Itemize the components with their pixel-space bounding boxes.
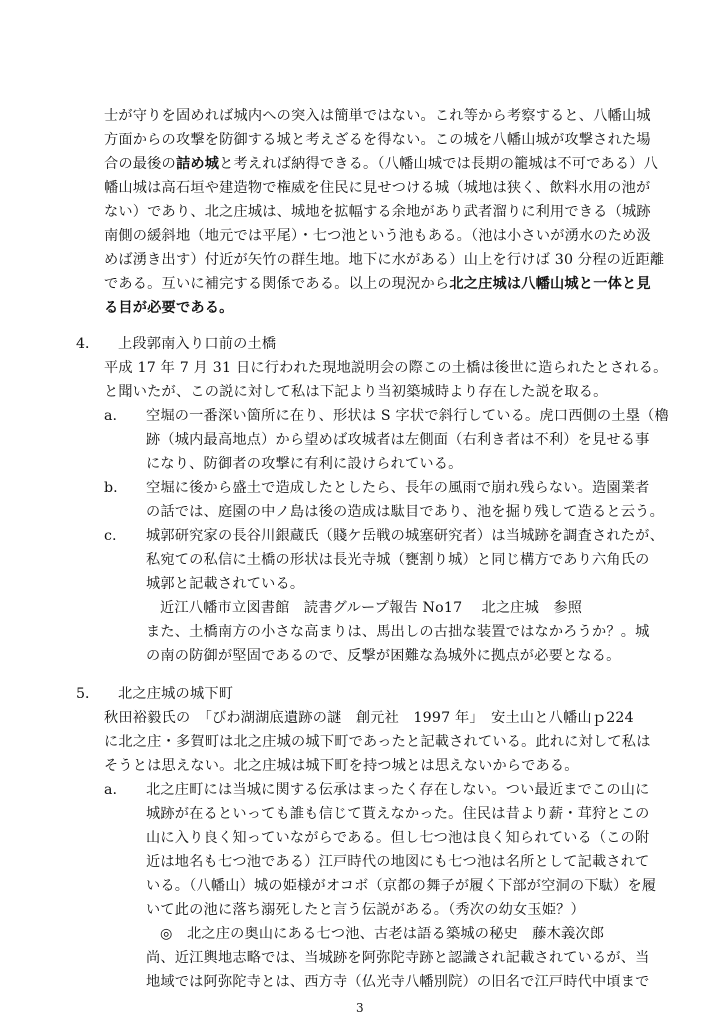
intro-text: 合の最後の [104,156,176,172]
item-line: 私宛ての私信に土橋の形状は長光寺城（甕割り城）と同じ構方であり六角氏の [146,552,650,568]
item-line: また、土橋南方の小さな高まりは、馬出しの古拙な装置ではなかろうか？。城 [146,624,650,640]
intro-line [104,274,651,294]
item-label: c. [104,528,117,544]
section-title: 上段郭南入り口前の土橋 [118,336,277,352]
item-line: 北之庄町には当城に関する伝承はまったく存在しない。つい最近までこの山に [146,782,650,798]
paragraph-line: 平成 17 年 7 月 31 日に行われた現地説明会の際この土橋は後世に造られたとされる。 [104,360,668,376]
paragraph-line: そうとは思えない。北之庄城は城下町を持つ城とは思えないからである。 [104,758,579,774]
section-number: 4． [76,336,100,352]
paragraph-line: と聞いたが、この説に対して私は下記より当初築城時より存在した説を取る。 [104,384,608,400]
paragraph-line: に北之庄・多賀町は北之庄城の城下町であったと記載されている。此れに対して私は [104,734,651,750]
intro-line: 方面からの攻撃を防御する城と考えざるを得ない。この城を八幡山城が攻撃された場 [104,132,651,148]
item-line: 跡（城内最高地点）から望めば攻城者は左側面（右利き者は不利）を見せる事 [146,432,650,448]
intro-line: る目が必要である。 [104,300,234,316]
item-line: になり、防御者の攻撃に有利に設けられている。 [146,456,463,472]
item-line: の話では、庭園の中ノ島は後の造成は駄目であり、池を掘り残して造ると云う。 [146,504,664,520]
intro-text: である。互いに補完する関係である。以上の現況から [104,276,450,292]
item-line: 空堀に後から盛土で造成したとしたら、長年の風雨で崩れ残らない。造園業者 [146,480,650,496]
item-line: 尚、近江輿地志略では、当城跡を阿弥陀寺跡と認識され記載されているが、当 [146,950,650,966]
intro-line: 南側の緩斜地（地元では平尾）・七つ池という池もある。（池は小さいが湧水のため汲 [104,228,651,244]
item-label: a. [104,782,117,798]
intro-line: 士が守りを固めれば城内への突入は簡単ではない。これ等から考察すると、八幡山城 [104,108,651,124]
item-label: a. [104,408,117,424]
reference-line: ◎ 北之庄の奥山にある七つ池、古老は語る築城の秘史 藤木義次郎 [160,926,605,942]
item-label: b. [104,480,118,496]
intro-line: ない）であり、北之庄城は、城地を拡幅する余地があり武者溜りに利用できる（城跡 [104,204,651,220]
item-line: 城郭と記載されている。 [146,576,305,592]
intro-line: めば湧き出す）付近が矢竹の群生地。地下に水がある）山上を行けば 30 分程の近距離 [104,252,665,268]
item-line: いて此の池に落ち溺死したと言う伝説がある。（秀次の幼女玉姫？） [146,902,585,918]
item-line: 城跡が在るといっても誰も信じて貰えなかった。住民は昔より薪・茸狩とこの [146,806,650,822]
section-number: 5． [76,686,100,702]
reference-line: 近江八幡市立図書館 読書グループ報告 No17 北之庄城 参照 [160,600,583,616]
page-number: 3 [356,1001,364,1015]
intro-bold-text: 詰め城 [175,156,220,172]
section-title: 北之庄城の城下町 [118,686,234,702]
item-line: 空堀の一番深い箇所に在り、形状は S 字状で斜行している。虎口西側の土塁（櫓 [146,408,669,424]
item-line: の南の防御が堅固であるので、反撃が困難な為城外に拠点が必要となる。 [146,648,621,664]
item-line: 城郭研究家の長谷川銀蔵氏（賤ケ岳戦の城塞研究者）は当城跡を調査されたが、 [146,528,664,544]
item-line: 山に入り良く知っていながらである。但し七つ池は良く知られている（この附 [146,830,650,846]
intro-bold-text: 北之庄城は八幡山城と一体と見 [449,276,651,292]
intro-line [104,154,658,174]
item-line: いる。（八幡山）城の姫様がオコボ（京都の舞子が履く下部が空洞の下駄）を履 [146,878,657,894]
intro-line: 幡山城は高石垣や建造物で権威を住民に見せつける城（城地は狭く、飲料水用の池が [104,180,651,196]
intro-text: と考えれば納得できる。（八幡山城では長期の籠城は不可である）八 [219,156,659,172]
item-line: 地域では阿弥陀寺とは、西方寺（仏光寺八幡別院）の旧名で江戸時代中頃まで [146,974,650,990]
paragraph-line: 秋田裕毅氏の 「びわ湖湖底遺跡の謎 創元社 1997 年」 安土山と八幡山ｐ224 [104,710,634,726]
item-line: 近は地名も七つ池である）江戸時代の地図にも七つ池は名所として記載されて [146,854,650,870]
